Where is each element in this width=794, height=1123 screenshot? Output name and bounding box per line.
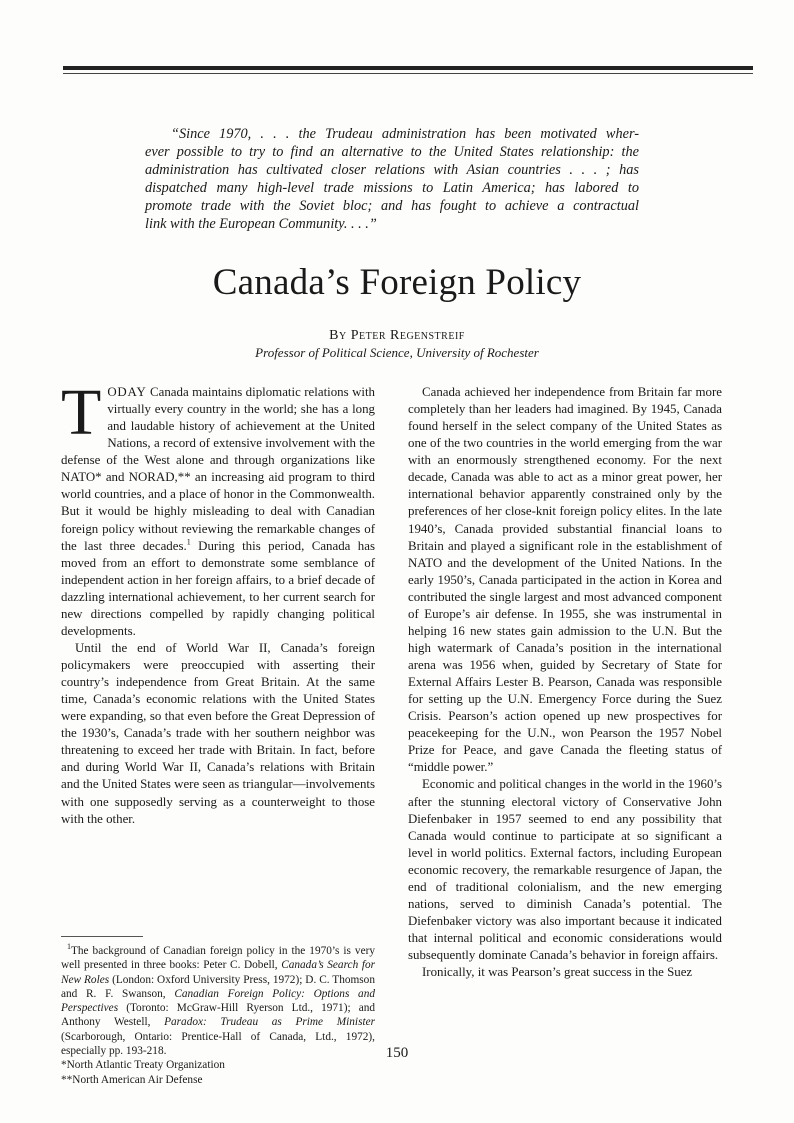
epigraph-line: promote trade with the Soviet bloc; and has fought to achieve a contractual [145,197,639,214]
paragraph-text: Canada maintains diplomatic relations with virtually every country in the world; she has a long and laudable history of achievement at the United Nations, a record of extensive involvement with the defense of the West alone and through organizations like NATO [61,385,375,485]
footnote: *North Atlantic Treaty Organization [61,1059,225,1072]
paragraph [61,376,375,640]
footnotes [61,944,375,1087]
epigraph-line: dispatched many high-level trade missions to Latin America; has labored to [145,179,639,196]
footnote: **North American Air Defense [61,1073,203,1086]
left-column [61,376,375,828]
footnote [61,944,375,1058]
byline [0,328,794,344]
epigraph-line: administration has cultivated closer relations with Asian countries . . . ; has [145,161,639,178]
header-rule-thick [63,66,753,70]
article-title: Canada’s Foreign Policy [212,262,582,303]
epigraph-line: “Since 1970, . . . the Trudeau administration has been motivated wher- [171,126,639,142]
footnote-book-title: Paradox: Trudeau as Prime Minister [164,1016,376,1029]
author-affiliation: Professor of Political Science, University of Rochester [255,345,539,360]
footnote-mark: 1 [67,942,71,952]
paragraph-text: an increasing aid program to third world countries, and a place of honor in the Commonwealth. But it would be highly misleading to deal with Canadian foreign policy without reviewing the remarkable changes of the last three decades. [61,470,375,553]
paragraph-text: During this period, Canada has moved from an effort to demonstrate some semblance of independent action in her foreign affairs, to a brief decade of dazzling international achievement, to her current search for new directions compelled by rapidly changing political developments. [61,538,375,638]
note-marker: * [95,470,102,485]
page-number: 150 [385,1045,409,1061]
lead-word: ODAY [107,385,147,399]
paragraph-text: and NORAD, [101,470,178,485]
byline-prefix: By [329,328,351,343]
footnote-text: (Scarborough, Ontario: Prentice-Hall of Canada, Ltd., 1972), especially pp. 193-218. [61,1030,375,1058]
footnote-rule [61,936,143,937]
footnote-book-title: Canadian Foreign Policy: Options and Perspectives [61,987,375,1015]
epigraph-quote [145,126,639,233]
footnote-book-title: Canada’s Search for New Roles [61,959,376,986]
right-column [408,384,722,981]
epigraph-line: link with the European Community. . . .” [145,215,377,232]
paragraph: Ironically, it was Pearson’s great success in the Suez [422,965,693,980]
drop-cap: T [61,376,102,449]
footnote-text: The background of Canadian foreign policy in the 1970’s is very well presented in three books: Peter C. Dobell, [61,945,375,972]
paragraph: Until the end of World War II, Canada’s foreign policymakers were preoccupied with asserting their country’s independence from Great Britain. At the same time, Canada’s economic relations with the United States were expanding, so that even before the Great Depression of the 1930’s, Canada’s trade with her southern neighbor was threatening to exceed her trade with Britain. In fact, before and during World War II, Canada’s relations with Britain and the United States were seen as triangular—involvements with one supposedly serving as a counterweight to those with the other. [61,640,375,826]
footnote-ref: 1 [186,537,191,547]
paragraph: Economic and political changes in the world in the 1960’s after the stunning electoral victory of Conservative John Diefenbaker in 1957 seemed to end any possibility that Canada would continue to participate at so significant a level in world politics. External factors, including European economic recovery, the remarkable resurgence of Japan, the end of traditional colonialism, and the new emerging nations, served to diminish Canada’s potential. The Diefenbaker victory was also important because it indicated that internal political and economic considerations would subsequently dominate Canada’s behavior in foreign affairs. [408,777,722,963]
paragraph: Canada achieved her independence from Britain far more completely than her leaders had imagined. By 1945, Canada found herself in the select company of the United States as one of the two countries in the world emerging from the war with an enormously strengthened economy. For the next decade, Canada was able to act as a minor great power, her international behavior apparently constrained only by the preferences of her close-knit foreign policy elites. In the late 1940’s, Canada provided substantial financial loans to Britain and played a significant role in the establishment of NATO and the development of the United Nations. In the early 1950’s, Canada participated in the action in Korea and contributed the single largest and most advanced component of Europe’s air defense. In 1955, she was instrumental in helping 16 new states gain admission to the U.N. But the high watermark of Canada’s position in the international arena was 1956 when, guided by Secretary of State for External Affairs Lester B. Pearson, Canada was responsible for setting up the U.N. Emergency Force during the Suez Crisis. Pearson’s action opened up new prospectives for peacekeeping for the U.N., won Pearson the 1957 Nobel Prize for Peace, and gave Canada the fleeting status of “middle power.” [408,385,722,775]
note-marker: ** [177,470,191,485]
epigraph-line: ever possible to try to find an alternative to the United States relationship: the [145,143,639,160]
footnote-text: (Toronto: McGraw-Hill Ryerson Ltd., 1971); and Anthony Westell, [61,1002,375,1029]
footnote-text: (London: Oxford University Press, 1972); D. C. Thomson and R. F. Swanson, [61,973,375,1000]
header-rule-thin [63,73,753,74]
author-name: Peter Regenstreif [350,328,465,343]
